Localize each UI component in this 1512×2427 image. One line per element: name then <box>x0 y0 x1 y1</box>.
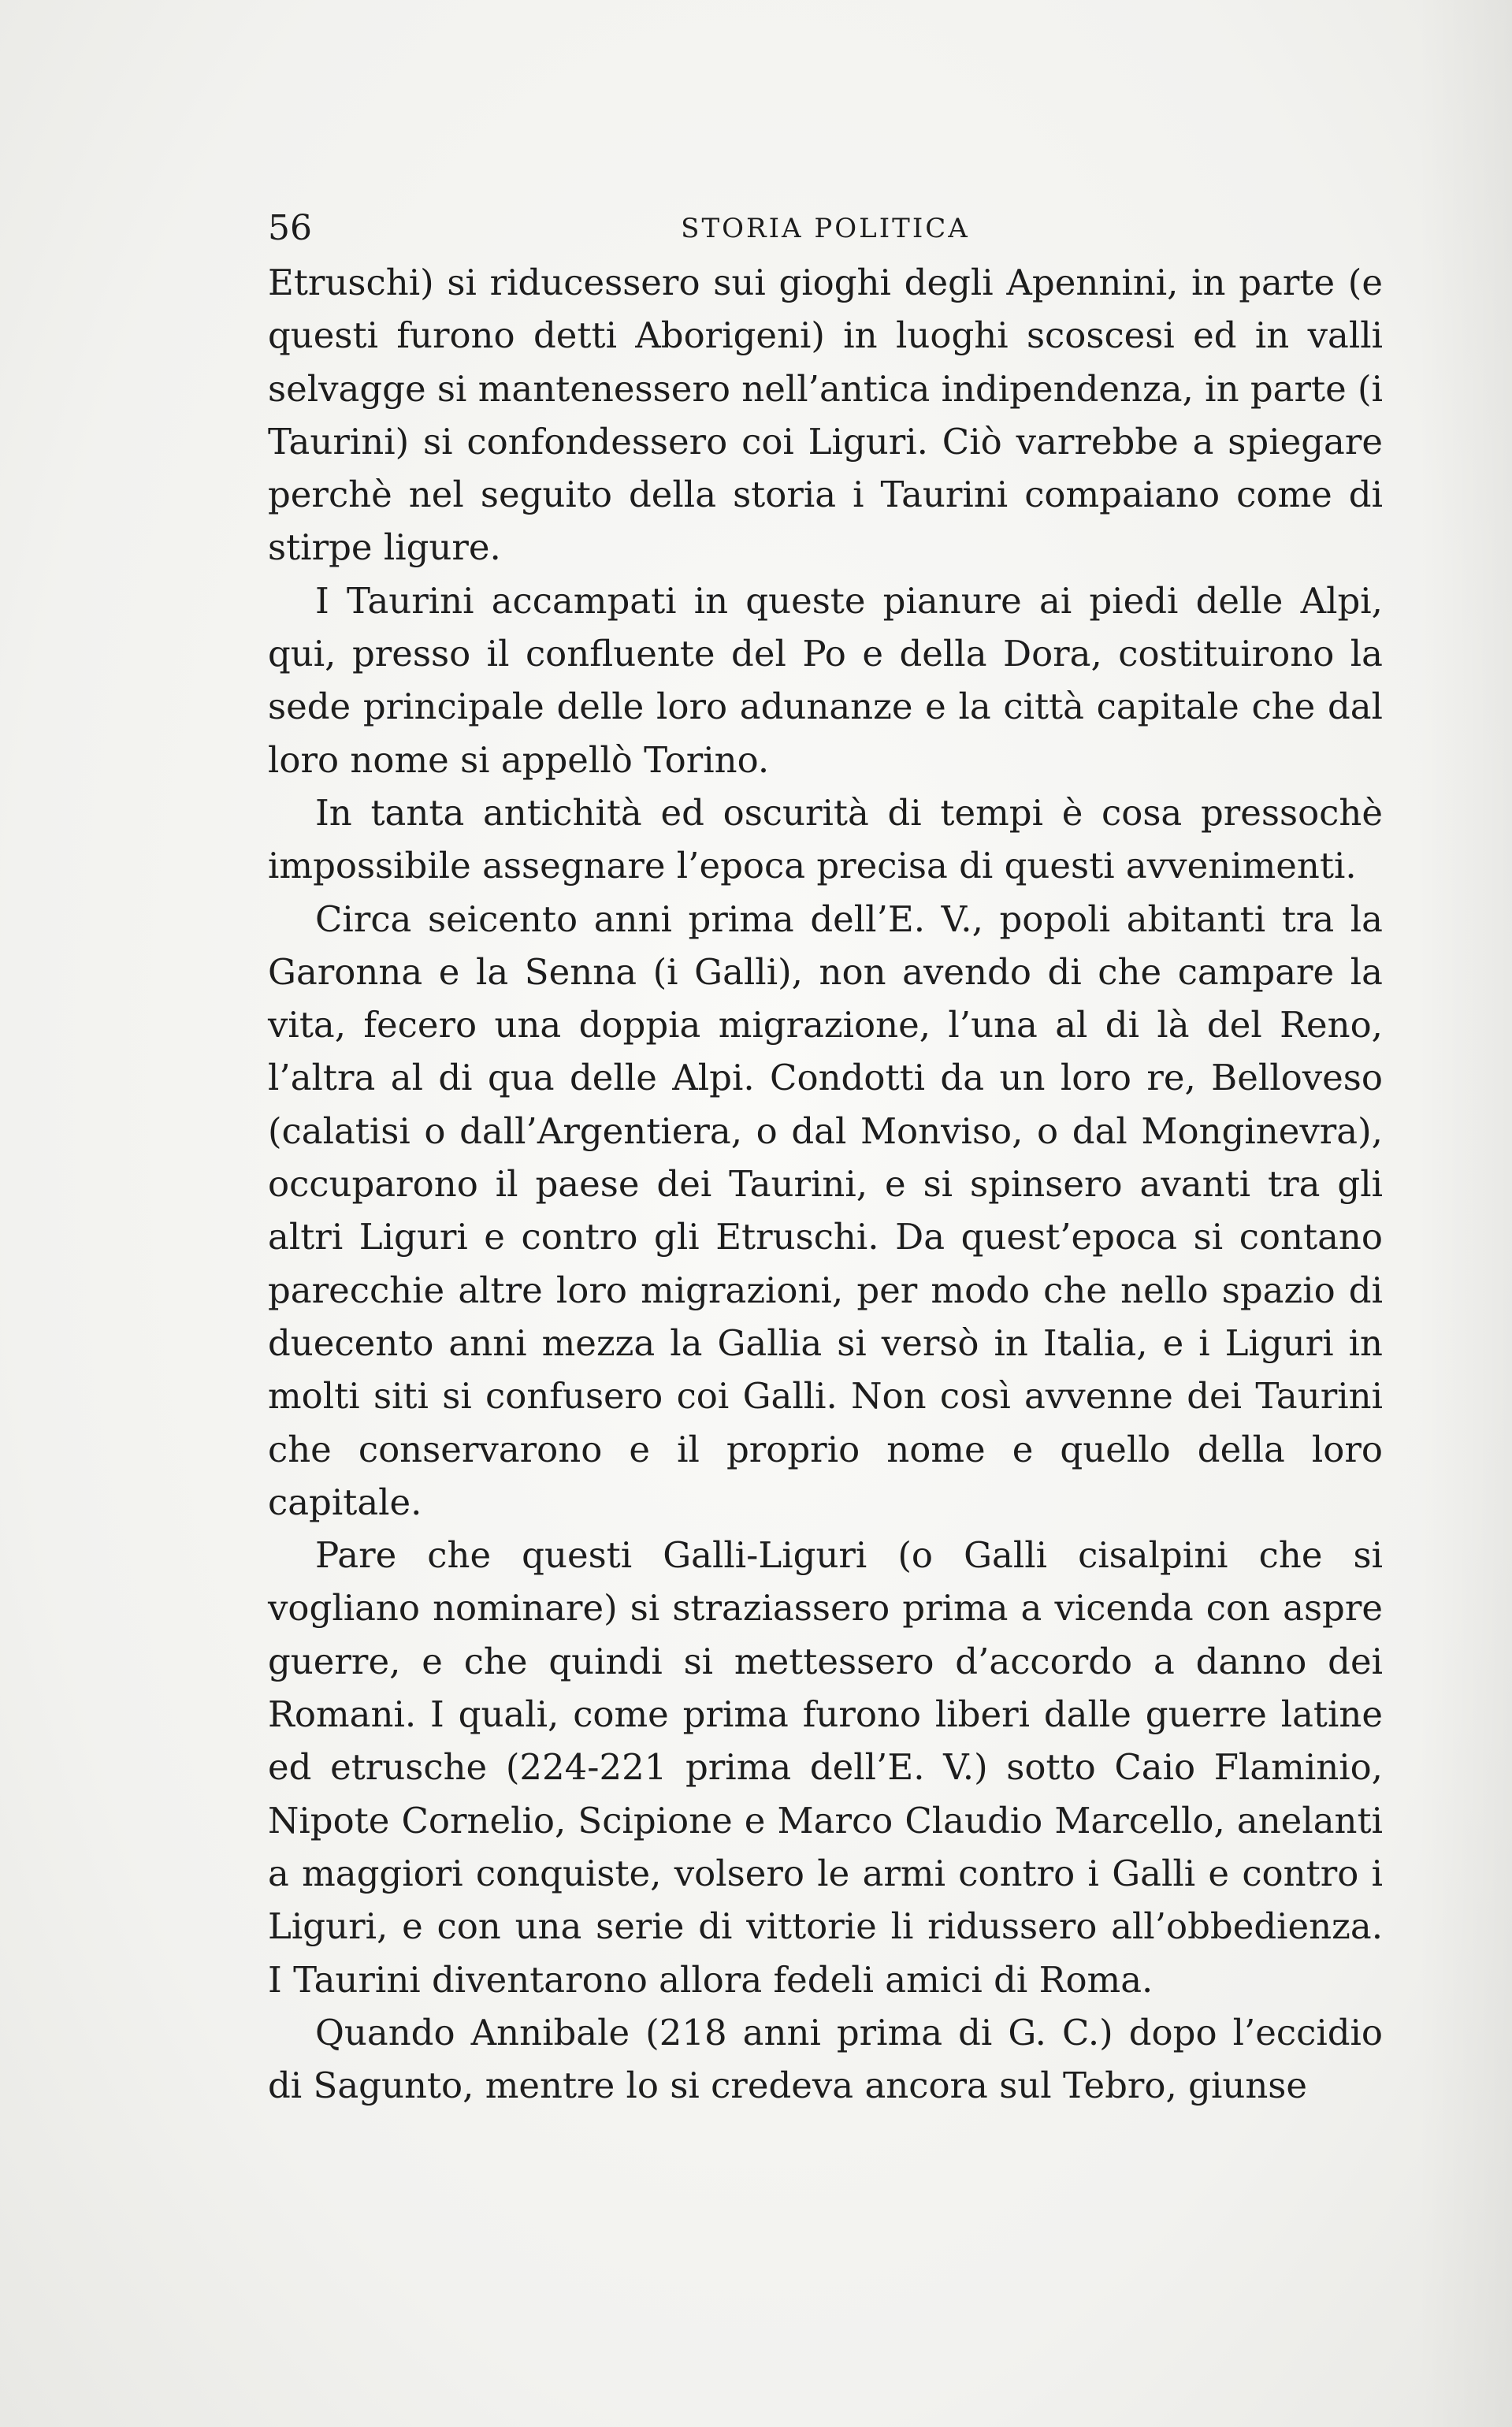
running-title: STORIA POLITICA <box>681 213 970 244</box>
paragraph: Pare che questi Galli-Liguri (o Galli cisalpini che si vogliano nominare) si straziassero prima a vicenda con aspre guerre, e che quindi si mettessero d’accordo a danno dei Romani. I quali, come prima furono liberi dalle guerre latine ed etrusche (224-221 prima dell’E. V.) sotto Caio Flaminio, Nipote Cornelio, Scipione e Marco Claudio Marcello, anelanti a maggiori conquiste, volsero le armi contro i Galli e contro i Liguri, e con una serie di vittorie li ridussero all’obbedienza. I Taurini diventarono allora fedeli amici di Roma. <box>268 1534 1383 2001</box>
page-number: 56 <box>268 208 312 248</box>
page-edge-shadow <box>1417 0 1512 2427</box>
paragraph-continuation: Etruschi) si riducessero sui gioghi degli Apennini, in parte (e questi furono detti Aborigeni) in luoghi scoscesi ed in valli selvagge si mantenessero nell’antica indipendenza, in parte (i Taurini) si confondessero coi Liguri. Ciò varrebbe a spiegare perchè nel seguito della storia i Taurini compaiano come di stirpe ligure. <box>268 262 1383 569</box>
body-text <box>268 256 1383 2112</box>
running-head <box>268 201 1383 256</box>
paragraph: I Taurini accampati in queste pianure ai piedi delle Alpi, qui, presso il confluente del Po e della Dora, costituirono la sede principale delle loro adunanze e la città capitale che dal loro nome si appellò Torino. <box>268 579 1383 781</box>
paragraph: Circa seicento anni prima dell’E. V., popoli abitanti tra la Garonna e la Senna (i Galli), non avendo di che campare la vita, fecero una doppia migrazione, l’una al di là del Reno, l’altra al di qua delle Alpi. Condotti da un loro re, Belloveso (calatisi o dall’Argentiera, o dal Monviso, o dal Monginevra), occuparono il paese dei Taurini, e si spinsero avanti tra gli altri Liguri e contro gli Etruschi. Da quest’epoca si contano parecchie altre loro migrazioni, per modo che nello spazio di duecento anni mezza la Gallia si versò in Italia, e i Liguri in molti siti si confusero coi Galli. Non così avvenne dei Taurini che conservarono e il proprio nome e quello della loro capitale. <box>268 898 1383 1523</box>
text-block <box>268 201 1383 2112</box>
paragraph: Quando Annibale (218 anni prima di G. C.) dopo l’eccidio di Sagunto, mentre lo si credeva ancora sul Tebro, giunse <box>268 2011 1383 2107</box>
paragraph: In tanta antichità ed oscurità di tempi è cosa pressochè impossibile assegnare l’epoca precisa di questi avvenimenti. <box>268 791 1383 887</box>
